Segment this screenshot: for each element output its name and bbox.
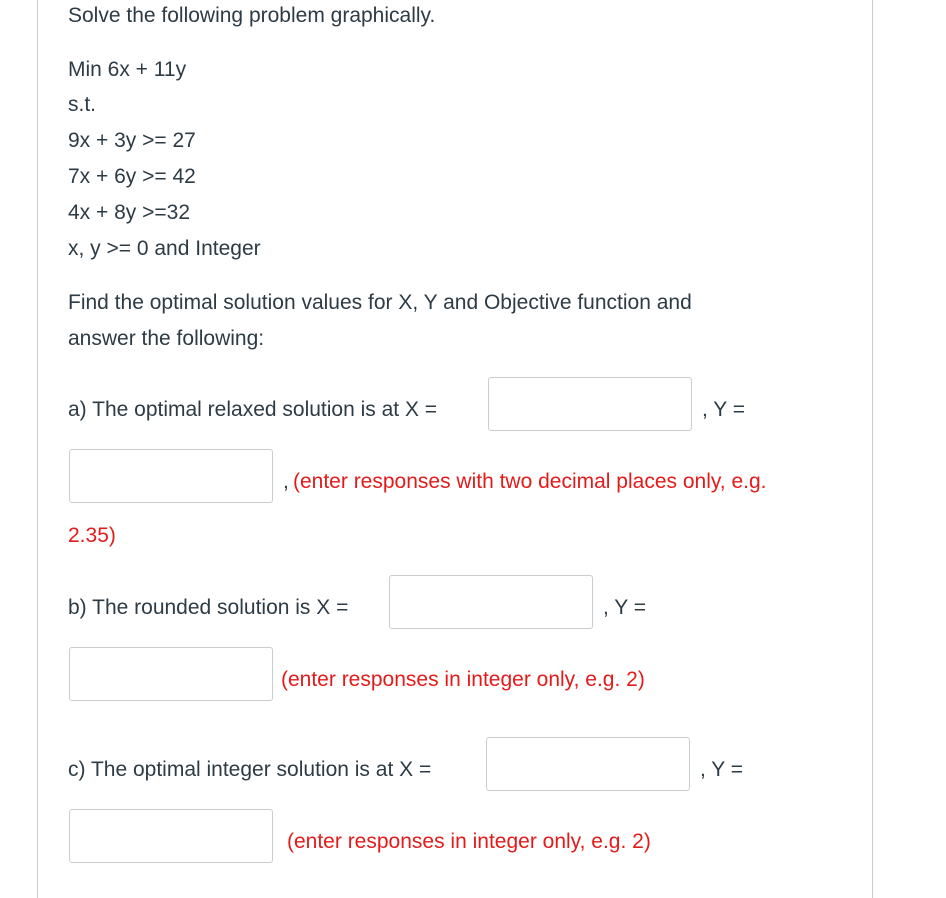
instruction-line-1: Find the optimal solution values for X, Y and Objective function and bbox=[68, 291, 692, 314]
constraint-2: 7x + 6y >= 42 bbox=[68, 165, 196, 188]
part-c-label: c) The optimal integer solution is at X = bbox=[68, 758, 432, 781]
constraint-nonnegativity: x, y >= 0 and Integer bbox=[68, 237, 261, 260]
part-a-y-input[interactable] bbox=[69, 449, 273, 503]
part-a-hint-line-2: 2.35) bbox=[68, 524, 116, 547]
subject-to-label: s.t. bbox=[68, 93, 97, 116]
constraint-3: 4x + 8y >=32 bbox=[68, 201, 191, 224]
part-b-y-label: , Y = bbox=[603, 596, 647, 619]
part-c-y-label: , Y = bbox=[700, 758, 744, 781]
part-b-x-input[interactable] bbox=[389, 575, 593, 629]
constraint-1: 9x + 3y >= 27 bbox=[68, 129, 196, 152]
part-a-hint-line-1: (enter responses with two decimal places only, e.g. bbox=[293, 470, 767, 493]
part-c-x-input[interactable] bbox=[486, 737, 690, 791]
part-a-y-label: , Y = bbox=[702, 398, 746, 421]
part-a-label: a) The optimal relaxed solution is at X = bbox=[68, 398, 438, 421]
part-b-hint: (enter responses in integer only, e.g. 2) bbox=[281, 668, 645, 691]
part-b-label: b) The rounded solution is X = bbox=[68, 596, 349, 619]
objective-function: Min 6x + 11y bbox=[68, 58, 187, 81]
instruction-line-2: answer the following: bbox=[68, 327, 265, 350]
intro-text: Solve the following problem graphically. bbox=[68, 4, 436, 27]
part-c-hint: (enter responses in integer only, e.g. 2) bbox=[287, 830, 651, 853]
part-c-y-input[interactable] bbox=[69, 809, 273, 863]
part-a-comma: , bbox=[283, 470, 289, 493]
part-a-x-input[interactable] bbox=[488, 377, 692, 431]
part-b-y-input[interactable] bbox=[69, 647, 273, 701]
